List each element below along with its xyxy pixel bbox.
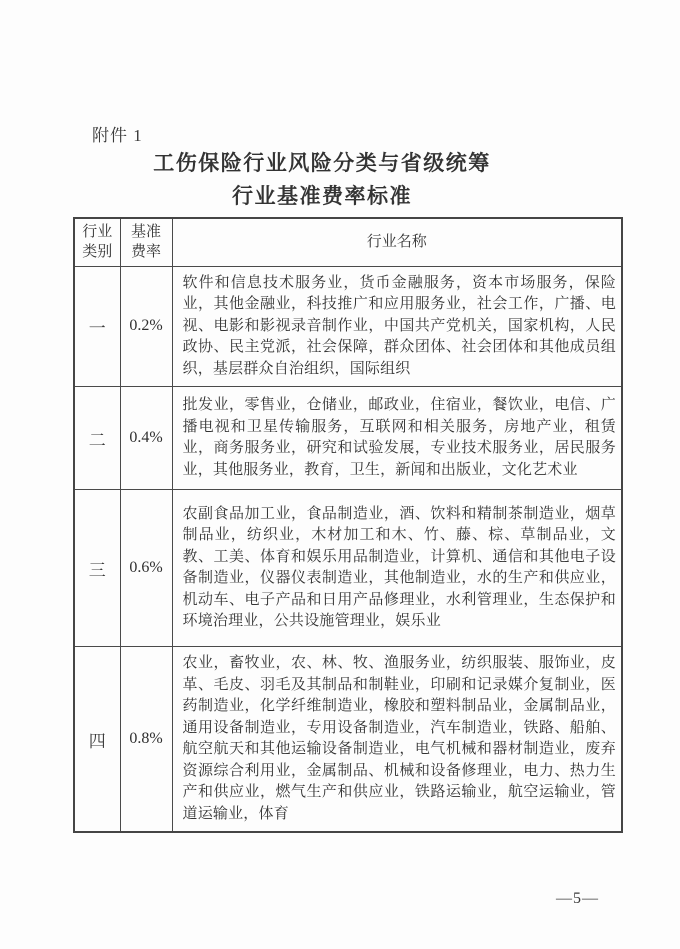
header-base-rate-line2: 费率: [130, 244, 161, 261]
page-number: —5—: [556, 890, 599, 907]
document-title-line-1: 工伤保险行业风险分类与省级统筹: [153, 151, 491, 175]
header-industry-category-line2: 类别: [82, 244, 113, 261]
table-row-category-2: [74, 387, 622, 490]
rate-cell: 0.2%: [120, 266, 172, 387]
rate-cell: 0.4%: [120, 387, 172, 490]
industries-cell: 软件和信息技术服务业，货币金融服务，资本市场服务，保险业，其他金融业，科技推广和应用服务业，社会工作，广播、电视、电影和影视录音制作业，中国共产党机关，国家机构，人民政协、民主党派，社会保障，群众团体、社会团体和其他成员组织，基层群众自治组织，国际组织: [172, 266, 622, 387]
table-row-category-3: [74, 490, 622, 647]
header-industry-category: [74, 218, 120, 266]
table-header-row: [74, 218, 622, 266]
header-industry-category-line1: 行业: [82, 224, 113, 241]
attachment-label: 附件 1: [92, 126, 143, 145]
rate-cell: 0.6%: [120, 490, 172, 647]
category-cell: 二: [74, 387, 120, 490]
header-base-rate-line1: 基准: [130, 224, 161, 241]
category-cell: 四: [74, 647, 120, 833]
industries-cell: 批发业，零售业，仓储业，邮政业，住宿业，餐饮业，电信、广播电视和卫星传输服务，互联网和相关服务，房地产业，租赁业，商务服务业，研究和试验发展，专业技术服务业，居民服务业，其他服务业，教育，卫生，新闻和出版业，文化艺术业: [172, 387, 622, 490]
rate-standard-table: [73, 217, 623, 833]
header-industry-name: 行业名称: [172, 218, 622, 266]
table-row-category-1: [74, 266, 622, 387]
table-row-category-4: [74, 647, 622, 833]
industries-cell: 农业，畜牧业，农、林、牧、渔服务业，纺织服装、服饰业，皮革、毛皮、羽毛及其制品和制鞋业，印刷和记录媒介复制业，医药制造业，化学纤维制造业，橡胶和塑料制品业，金属制品业，通用设备制造业，专用设备制造业，汽车制造业，铁路、船舶、航空航天和其他运输设备制造业，电气机械和器材制造业，废弃资源综合利用业，金属制品、机械和设备修理业，电力、热力生产和供应业，燃气生产和供应业，铁路运输业，航空运输业，管道运输业，体育: [172, 647, 622, 833]
category-cell: 一: [74, 266, 120, 387]
document-title: [0, 147, 644, 213]
category-cell: 三: [74, 490, 120, 647]
document-title-line-2: 行业基准费率标准: [232, 184, 412, 208]
header-base-rate: [120, 218, 172, 266]
rate-cell: 0.8%: [120, 647, 172, 833]
industries-cell: 农副食品加工业，食品制造业，酒、饮料和精制茶制造业，烟草制品业，纺织业，木材加工和木、竹、藤、棕、草制品业，文教、工美、体育和娱乐用品制造业，计算机、通信和其他电子设备制造业，仪器仪表制造业，其他制造业，水的生产和供应业，机动车、电子产品和日用产品修理业，水利管理业，生态保护和环境治理业，公共设施管理业，娱乐业: [172, 490, 622, 647]
